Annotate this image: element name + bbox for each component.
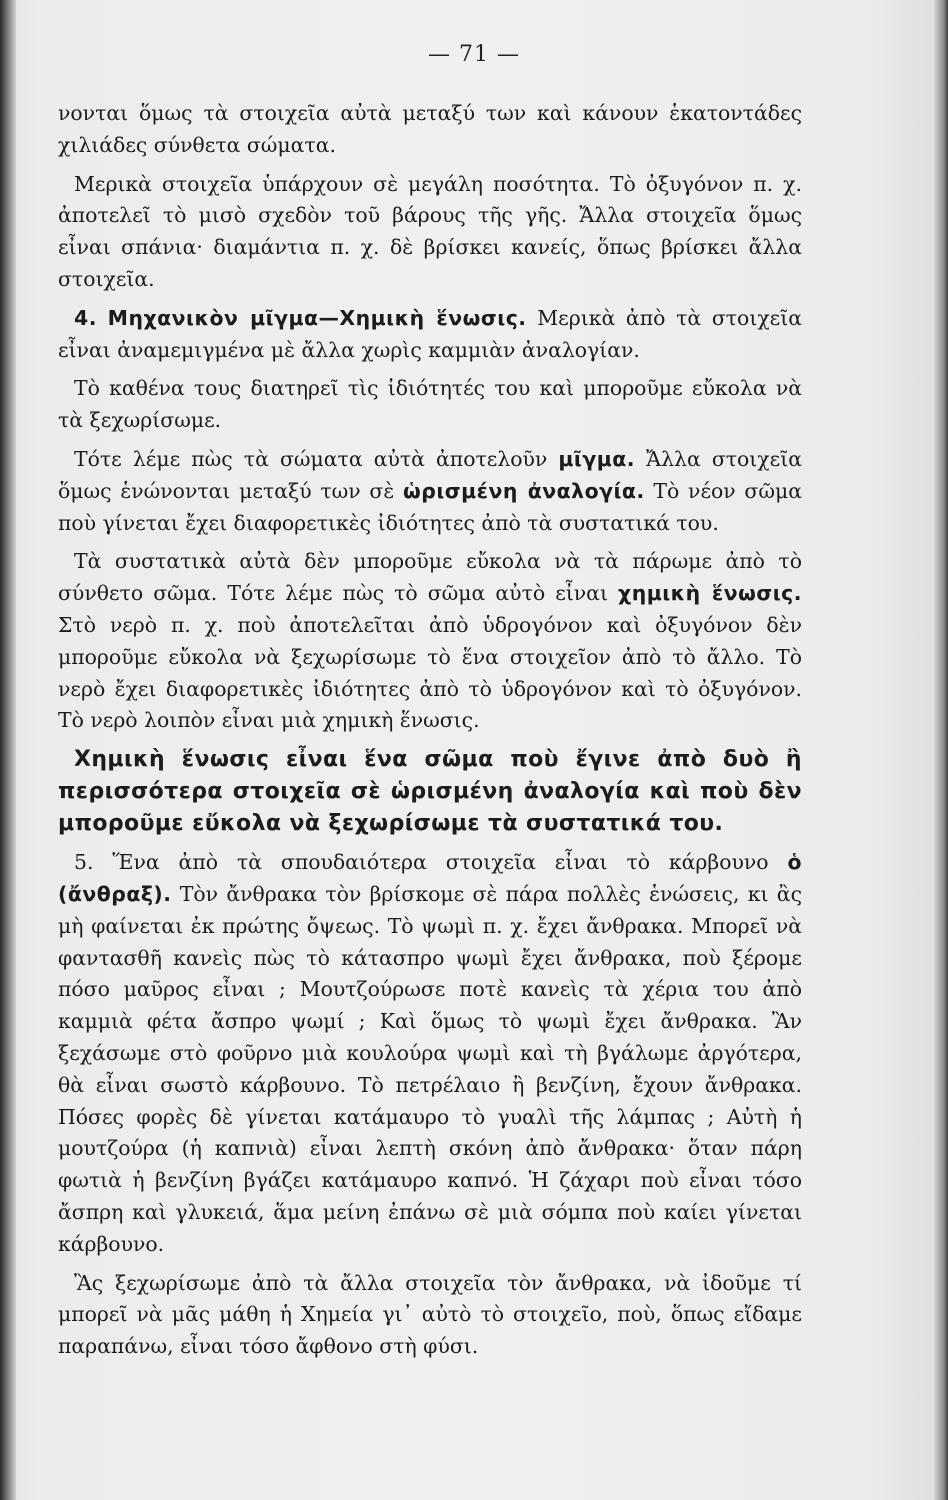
term-chemical-compound: χημικὴ ἕνωσις. <box>618 581 802 606</box>
paragraph-7 <box>58 847 802 1260</box>
paragraph-6-text-b: Στὸ νερὸ π. χ. ποὺ ἀποτελεῖται ἀπὸ ὑδρογόνον καὶ ὀξυγόνον δὲν μποροῦμε εὔκολα νὰ ξεχωρίσωμε τὸ ἕνα στοιχεῖον ἀπὸ τὸ ἄλλο. Τὸ νερὸ ἔχει διαφορετικὲς ἰδιότητες ἀπὸ τὸ ὑδρογόνον καὶ τὸ ὀξυγόνον. Τὸ νερὸ λοιπὸν εἶναι μιὰ χημικὴ ἕνωσις. <box>58 612 802 733</box>
paragraph-5-text-b: Ἄλλα στοιχεῖα ὅμως ἑνώνονται μεταξύ των σὲ <box>58 446 802 503</box>
paragraph-5-text-a: Τότε λέμε πὼς τὰ σώματα αὐτὰ ἀποτελοῦν <box>74 446 559 471</box>
paragraph-1: νονται ὅμως τὰ στοιχεῖα αὐτὰ μεταξύ των καὶ κάνουν ἑκατοντάδες χιλιάδες σύνθετα σώματα. <box>58 101 802 157</box>
term-mixture: μῖγμα. <box>558 446 636 471</box>
paragraph-6-text-a: Τὰ συστατικὰ αὐτὰ δὲν μποροῦμε εὔκολα νὰ τὰ πάρωμε ἀπὸ τὸ σύνθετο σῶμα. Τότε λέμε πὼς τὸ σῶμα αὐτὸ εἶναι <box>58 549 802 606</box>
paragraph-7-text-b: Τὸν ἄνθρακα τὸν βρίσκομε σὲ πάρα πολλὲς ἑνώσεις, κι ἂς μὴ φαίνεται ἐκ πρώτης ὄψεως. Τὸ ψωμὶ π. χ. ἔχει ἄνθρακα. Μπορεῖ νὰ φαντασθῆ κανεὶς πὼς τὸ κάτασπρο ψωμὶ ἔχει ἄνθρακα, ποὺ ξέρομε πόσο μαῦρος εἶναι ; Μουτζούρωσε ποτὲ κανεὶς τὰ χέρια του ἀπὸ καμμιὰ φέτα ἄσπρο ψωμί ; Καὶ ὅμως τὸ ψωμὶ ἔχει ἄνθρακα. Ἂν ξεχάσωμε στὸ φοῦρνο μιὰ κουλούρα ψωμὶ καὶ τὴ βγάλωμε ἀργότερα, θὰ εἶναι σωστὸ κάρβουνο. Τὸ πετρέλαιο ἢ βενζίνη, ἔχουν ἄνθρακα. Πόσες φορὲς δὲ γίνεται κατάμαυρο τὸ γυαλὶ τῆς λάμπας ; Αὐτὴ ἡ μουτζούρα (ἡ καπνιὰ) εἶναι λεπτὴ σκόνη ἀπὸ ἄνθρακα· ὅταν πάρη φωτιὰ ἡ βενζίνη βγάζει κατάμαυρο καπνό. Ἡ ζάχαρι ποὺ εἶναι τόσο ἄσπρη καὶ γλυκειά, ἅμα μείνη ἐπάνω σὲ μιὰ σόμπα ποὺ καίει γίνεται κάρβουνο. <box>58 881 802 1256</box>
body-text <box>58 98 802 1370</box>
term-definite-proportion: ὡρισμένη ἀναλογία. <box>403 478 645 503</box>
page-edge-shadow-left <box>0 0 16 1500</box>
paragraph-7-text-a: 5. Ἕνα ἀπὸ τὰ σπουδαιότερα στοιχεῖα εἶναι τὸ κάρβουνο <box>74 850 788 875</box>
section-number: 4. <box>74 305 97 330</box>
section-heading: Μηχανικὸν μῖγμα—Χημικὴ ἕνωσις. <box>107 305 527 330</box>
paragraph-3 <box>58 303 802 367</box>
paragraph-5 <box>58 444 802 539</box>
page-edge-shadow-right <box>934 0 948 1500</box>
paragraph-5-text-c: Τὸ νέον σῶμα ποὺ γίνεται ἔχει διαφορετικὲς ἰδιότητες ἀπὸ τὰ συστατικά του. <box>58 478 802 535</box>
page-number: — 71 — <box>428 42 520 67</box>
paragraph-8: Ἂς ξεχωρίσωμε ἀπὸ τὰ ἄλλα στοιχεῖα τὸν ἄνθρακα, νὰ ἰδοῦμε τί μπορεῖ νὰ μᾶς μάθη ἡ Χημεία γι᾿ αὐτὸ τὸ στοιχεῖο, ποὺ, ὅπως εἴδαμε παραπάνω, εἶναι τόσο ἄφθονο στὴ φύσι. <box>58 1270 802 1359</box>
paragraph-3-text: Μερικὰ ἀπὸ τὰ στοιχεῖα εἶναι ἀναμεμιγμένα μὲ ἄλλα χωρὶς καμμιὰν ἀναλογίαν. <box>58 305 802 362</box>
paragraph-4: Τὸ καθένα τους διατηρεῖ τὶς ἰδιότητές του καὶ μποροῦμε εὔκολα νὰ τὰ ξεχωρίσωμε. <box>58 376 802 433</box>
paragraph-2: Μερικὰ στοιχεῖα ὑπάρχουν σὲ μεγάλη ποσότητα. Τὸ ὀξυγόνον π. χ. ἀποτελεῖ τὸ μισὸ σχεδὸν τοῦ βάρους τῆς γῆς. Ἄλλα στοιχεῖα ὅμως εἶναι σπάνια· διαμάντια π. χ. δὲ βρίσκει κανείς, ὅπως βρίσκει ἄλλα στοιχεῖα. <box>58 171 802 291</box>
paragraph-6 <box>58 546 802 737</box>
definition-rule: Χημικὴ ἕνωσις εἶναι ἕνα σῶμα ποὺ ἔγινε ἀπὸ δυὸ ἢ περισσότερα στοιχεῖα σὲ ὡρισμένη ἀναλογία καὶ ποὺ δὲν μποροῦμε εὔκολα νὰ ξεχωρίσωμε τὰ συστατικά του. <box>58 747 802 837</box>
term-carbon: ὁ (ἄνθραξ). <box>58 850 802 906</box>
